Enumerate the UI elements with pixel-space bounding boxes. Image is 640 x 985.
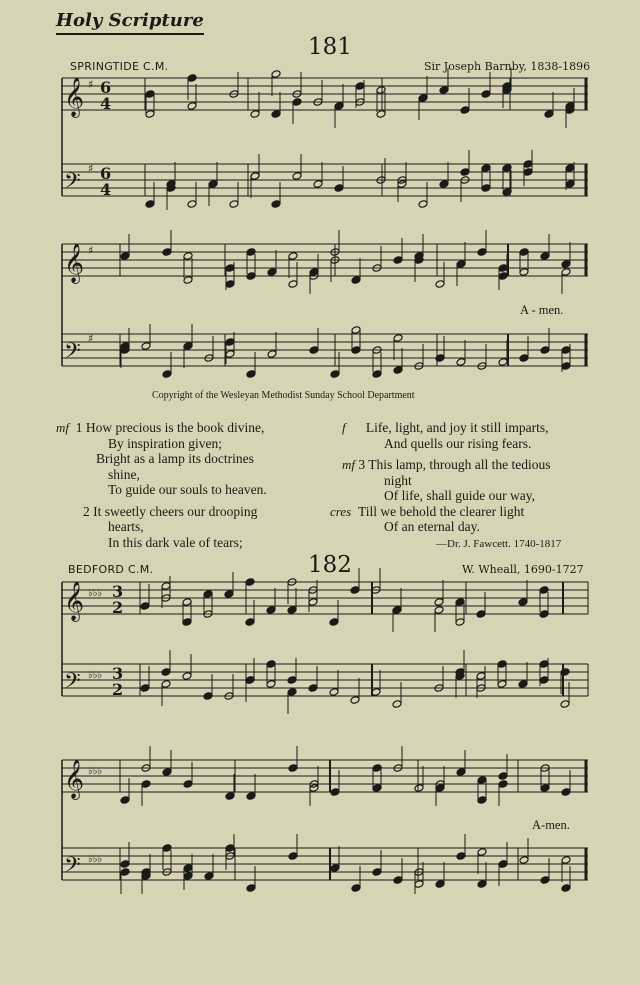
note-head <box>313 180 323 189</box>
note-head <box>187 200 197 209</box>
time-sig-bottom: 4 <box>100 180 112 199</box>
note-head <box>497 660 507 669</box>
note-head <box>350 586 360 595</box>
note-head <box>145 90 155 99</box>
note-head <box>519 354 529 363</box>
note-head <box>376 86 386 95</box>
note-head <box>292 172 302 181</box>
note-head <box>481 184 491 193</box>
note-head <box>561 268 571 277</box>
note-head <box>477 880 487 889</box>
sharp-icon: ♯ <box>88 332 94 345</box>
note-head <box>435 880 445 889</box>
note-head <box>561 260 571 269</box>
copyright-notice: Copyright of the Wesleyan Methodist Sunday School Department <box>152 390 415 401</box>
verse-1-line-5: To guide our souls to heaven. <box>108 482 267 497</box>
tune-name-182: BEDFORD C.M. <box>68 563 154 576</box>
note-head <box>187 74 197 83</box>
note-head <box>161 582 171 591</box>
verse-3-line-3: Of life, shall guide our way, <box>384 488 535 503</box>
note-head <box>203 692 213 701</box>
note-head <box>161 668 171 677</box>
note-head <box>246 370 256 379</box>
note-head <box>162 768 172 777</box>
note-head <box>540 252 550 261</box>
note-head <box>456 768 466 777</box>
note-head <box>477 248 487 257</box>
note-head <box>456 260 466 269</box>
note-head <box>246 248 256 257</box>
time-sig-bottom: 2 <box>112 598 124 617</box>
note-head <box>329 618 339 627</box>
note-head <box>456 852 466 861</box>
time-sig-top: 6 <box>100 164 112 183</box>
sharp-icon: ♯ <box>88 162 94 175</box>
note-head <box>561 884 571 893</box>
note-head <box>393 334 403 343</box>
note-head <box>376 110 386 119</box>
note-head <box>266 660 276 669</box>
verse-2-line-2: hearts, <box>108 519 144 534</box>
verse-block-left <box>56 420 326 550</box>
note-head <box>288 252 298 261</box>
note-head <box>266 680 276 689</box>
flat-icon: ♭♭♭ <box>88 766 103 777</box>
note-head <box>225 844 235 853</box>
note-head <box>182 672 192 681</box>
note-head <box>561 788 571 797</box>
note-head <box>372 370 382 379</box>
note-head <box>392 700 402 709</box>
note-head <box>182 618 192 627</box>
note-head <box>225 338 235 347</box>
staff-182-2-treble <box>62 760 588 792</box>
note-head <box>288 280 298 289</box>
note-head <box>540 876 550 885</box>
note-head <box>267 350 277 359</box>
note-head <box>161 680 171 689</box>
note-head <box>565 180 575 189</box>
note-head <box>460 168 470 177</box>
note-head <box>183 864 193 873</box>
treble-clef-icon: 𝄞 <box>64 243 85 283</box>
note-head <box>481 90 491 99</box>
verse-3-line-1: mf 3 This lamp, through all the tedious <box>342 457 551 472</box>
flat-icon: ♭♭♭ <box>88 670 103 681</box>
note-head <box>246 272 256 281</box>
note-head <box>477 796 487 805</box>
note-head <box>145 110 155 119</box>
note-head <box>455 618 465 627</box>
note-head <box>544 110 554 119</box>
page-header-title: Holy Scripture <box>56 10 204 35</box>
note-head <box>334 102 344 111</box>
note-head <box>372 868 382 877</box>
note-head <box>519 268 529 277</box>
note-head <box>288 852 298 861</box>
treble-clef-icon: 𝄞 <box>64 77 85 117</box>
note-head <box>182 598 192 607</box>
time-sig-bottom: 2 <box>112 680 124 699</box>
time-sig-top: 3 <box>112 582 124 601</box>
staff-182-2-bass <box>62 848 588 880</box>
note-head <box>203 590 213 599</box>
note-head <box>141 780 151 789</box>
note-head <box>481 164 491 173</box>
verse-1-line-1: mf 1 How precious is the book divine, <box>56 420 265 435</box>
note-head <box>498 860 508 869</box>
note-head <box>414 880 424 889</box>
note-head <box>120 796 130 805</box>
sharp-icon: ♯ <box>88 78 94 91</box>
note-head <box>414 784 424 793</box>
note-head <box>271 70 281 79</box>
note-head <box>561 346 571 355</box>
note-head <box>498 358 508 367</box>
note-head <box>308 684 318 693</box>
note-head <box>140 684 150 693</box>
staff-181-2-treble <box>62 244 588 276</box>
note-head <box>351 884 361 893</box>
note-head <box>271 110 281 119</box>
note-head <box>287 676 297 685</box>
note-head <box>393 256 403 265</box>
note-head <box>267 268 277 277</box>
note-head <box>271 200 281 209</box>
note-head <box>225 264 235 273</box>
note-head <box>250 110 260 119</box>
note-head <box>560 668 570 677</box>
note-head <box>539 676 549 685</box>
time-sig-top: 3 <box>112 664 124 683</box>
flat-icon: ♭♭♭ <box>88 588 103 599</box>
note-head <box>266 606 276 615</box>
note-head <box>292 98 302 107</box>
time-sig-top: 6 <box>100 78 112 97</box>
note-head <box>434 598 444 607</box>
bass-clef-icon: 𝄢 <box>64 853 81 883</box>
note-head <box>287 688 297 697</box>
note-head <box>476 610 486 619</box>
verse-cont-line-2: And quells our rising fears. <box>384 435 532 451</box>
note-head <box>497 680 507 689</box>
note-head <box>162 844 172 853</box>
note-head <box>498 780 508 789</box>
note-head <box>476 672 486 681</box>
verse-2-line-1: 2 It sweetly cheers our drooping <box>83 503 258 519</box>
note-head <box>477 848 487 857</box>
note-head <box>560 700 570 709</box>
verse-1-line-4: shine, <box>108 466 140 482</box>
note-head <box>288 764 298 773</box>
verse-2-line-3: In this dark vale of tears; <box>108 534 243 550</box>
note-head <box>250 172 260 181</box>
bass-clef-icon: 𝄢 <box>64 169 81 199</box>
note-head <box>120 252 130 261</box>
verse-3-line-4: cres Till we behold the clearer light <box>330 503 525 519</box>
note-head <box>439 86 449 95</box>
note-head <box>308 598 318 607</box>
verse-1-line-3: Bright as a lamp its doctrines <box>96 451 254 466</box>
note-head <box>477 776 487 785</box>
composer-181: Sir Joseph Barnby, 1838-1896 <box>424 60 591 73</box>
note-head <box>140 602 150 611</box>
verse-cont-line-1: f Life, light, and joy it still imparts, <box>342 420 549 435</box>
note-head <box>351 326 361 335</box>
note-head <box>330 864 340 873</box>
note-head <box>183 276 193 285</box>
note-head <box>393 876 403 885</box>
note-head <box>393 366 403 375</box>
note-head <box>162 370 172 379</box>
staff-182-1-bass <box>62 664 588 696</box>
note-head <box>330 788 340 797</box>
note-head <box>246 792 256 801</box>
note-head <box>245 676 255 685</box>
note-head <box>498 272 508 281</box>
note-head <box>498 772 508 781</box>
note-head <box>539 610 549 619</box>
staff-181-2-bass <box>62 334 588 366</box>
time-sig-bottom: 4 <box>100 94 112 113</box>
note-head <box>540 346 550 355</box>
note-head <box>518 680 528 689</box>
note-head <box>225 280 235 289</box>
note-head <box>456 358 466 367</box>
note-head <box>418 94 428 103</box>
note-head <box>498 264 508 273</box>
note-head <box>224 590 234 599</box>
note-head <box>287 606 297 615</box>
verse-block-right <box>330 420 602 552</box>
note-head <box>351 276 361 285</box>
note-head <box>162 248 172 257</box>
note-head <box>439 180 449 189</box>
note-head <box>561 362 571 371</box>
verse-author: —Dr. J. Fawcett. 1740-1817 <box>436 537 562 550</box>
note-head <box>540 784 550 793</box>
note-head <box>539 660 549 669</box>
verse-1-line-2: By inspiration given; <box>108 435 222 451</box>
note-head <box>561 856 571 865</box>
note-head <box>519 856 529 865</box>
note-head <box>565 164 575 173</box>
note-head <box>225 792 235 801</box>
note-head <box>183 252 193 261</box>
note-head <box>145 200 155 209</box>
note-head <box>418 200 428 209</box>
note-head <box>204 872 214 881</box>
note-head <box>460 106 470 115</box>
treble-clef-icon: 𝄞 <box>64 759 85 799</box>
note-head <box>309 346 319 355</box>
staff-182-1-treble <box>62 582 588 614</box>
note-head <box>141 342 151 351</box>
note-head <box>120 860 130 869</box>
note-head <box>246 884 256 893</box>
note-head <box>183 872 193 881</box>
note-head <box>519 248 529 257</box>
note-head <box>350 696 360 705</box>
note-head <box>372 784 382 793</box>
bass-clef-icon: 𝄢 <box>64 339 81 369</box>
sharp-icon: ♯ <box>88 244 94 257</box>
composer-182: W. Wheall, 1690-1727 <box>462 563 584 576</box>
note-head <box>183 780 193 789</box>
note-head <box>225 350 235 359</box>
note-head <box>435 280 445 289</box>
amen-181: A - men. <box>520 303 564 317</box>
verse-3-line-5: Of an eternal day. <box>384 519 480 534</box>
note-head <box>334 184 344 193</box>
verse-3-line-2: night <box>384 472 412 488</box>
note-head <box>245 618 255 627</box>
note-head <box>518 598 528 607</box>
note-head <box>539 586 549 595</box>
note-head <box>455 598 465 607</box>
note-head <box>351 346 361 355</box>
note-head <box>523 168 533 177</box>
amen-182: A-men. <box>532 818 570 832</box>
note-head <box>434 606 444 615</box>
note-head <box>329 688 339 697</box>
note-head <box>187 102 197 111</box>
note-head <box>372 764 382 773</box>
note-head <box>245 578 255 587</box>
treble-clef-icon: 𝄞 <box>64 581 85 621</box>
tune-name-181: SPRINGTIDE C.M. <box>70 60 169 73</box>
note-head <box>330 370 340 379</box>
note-head <box>229 200 239 209</box>
hymn-number-182: 182 <box>308 552 352 578</box>
note-head <box>208 180 218 189</box>
bass-clef-icon: 𝄢 <box>64 669 81 699</box>
note-head <box>120 868 130 877</box>
note-head <box>523 160 533 169</box>
flat-icon: ♭♭♭ <box>88 854 103 865</box>
hymn-number-181: 181 <box>308 34 352 60</box>
note-head <box>355 82 365 91</box>
